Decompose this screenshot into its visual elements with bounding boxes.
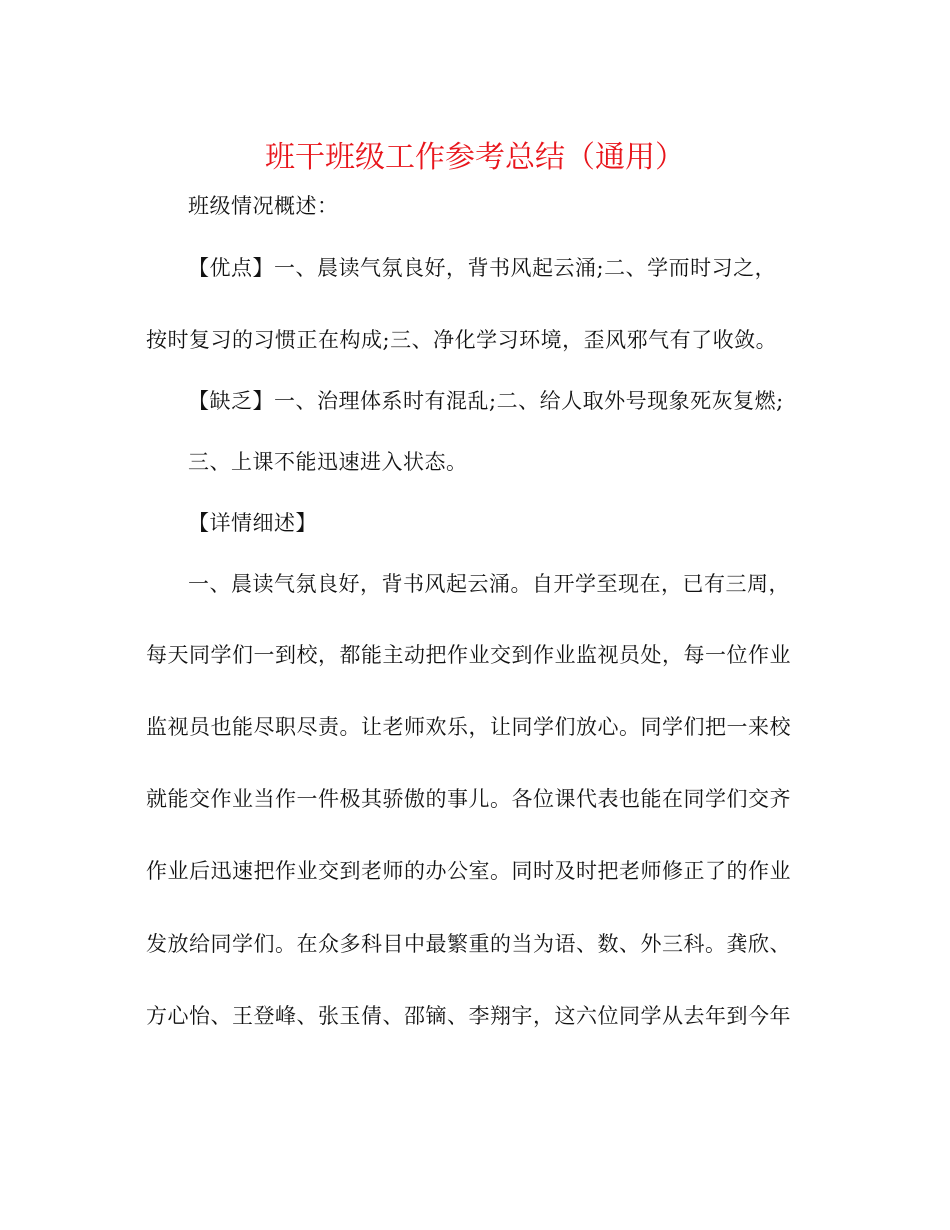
paragraph-line: 发放给同学们。在众多科目中最繁重的当为语、数、外三科。龚欣、 — [146, 932, 791, 956]
paragraph-line: 监视员也能尽职尽责。让老师欢乐，让同学们放心。同学们把一来校 — [146, 715, 791, 739]
paragraph-line: 【缺乏】一、治理体系时有混乱;二、给人取外号现象死灰复燃; — [188, 389, 784, 413]
paragraph-line: 三、上课不能迅速进入状态。 — [188, 450, 468, 474]
paragraph-line: 方心怡、王登峰、张玉倩、邵镝、李翔宇，这六位同学从去年到今年 — [146, 1004, 791, 1028]
paragraph-line: 【详情细述】 — [188, 511, 317, 535]
paragraph-line: 按时复习的习惯正在构成;三、净化学习环境，歪风邪气有了收敛。 — [146, 328, 778, 352]
paragraph-line: 作业后迅速把作业交到老师的办公室。同时及时把老师修正了的作业 — [146, 859, 791, 883]
paragraph-line: 就能交作业当作一件极其骄傲的事儿。各位课代表也能在同学们交齐 — [146, 787, 791, 811]
paragraph-line: 每天同学们一到校，都能主动把作业交到作业监视员处，每一位作业 — [146, 643, 791, 667]
paragraph-line: 【优点】一、晨读气氛良好，背书风起云涌;二、学而时习之， — [188, 256, 777, 280]
paragraph-line: 班级情况概述： — [188, 194, 339, 218]
document-title: 班干班级工作参考总结（通用） — [265, 140, 685, 175]
paragraph-line: 一、晨读气氛良好，背书风起云涌。自开学至现在，已有三周， — [188, 572, 790, 596]
